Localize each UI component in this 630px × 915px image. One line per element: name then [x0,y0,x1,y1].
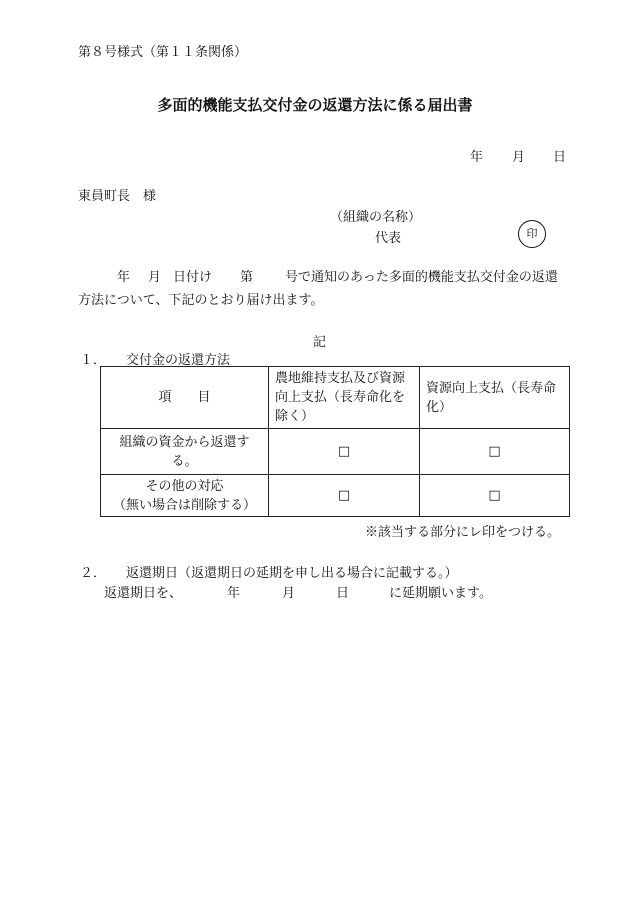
body-line2: 方法について、下記のとおり届け出ます。 [78,293,324,308]
seal-mark: 印 [518,220,546,248]
extension-prefix: 返還期日を、 [104,586,183,601]
table-note: ※該当する部分にレ印をつける。 [364,525,560,540]
section-2-number: ２． [80,566,107,581]
header-item-cell: 項 目 [101,367,269,429]
table-row [101,475,570,517]
organization-name-label: （組織の名称） [330,210,422,225]
section-2-label: 返還期日（返還期日の延期を申し出る場合に記載する。） [126,566,458,581]
form-number: 第８号様式（第１１条関係） [78,45,248,60]
header-column-1: 農地維持支払及び資源向上支払（長寿命化を除く） [269,367,420,429]
table-row [101,429,570,475]
row-label-line2: （無い場合は削除する） [112,497,256,513]
return-method-table [100,366,570,517]
header-column-2: 資源向上支払（長寿命化） [420,367,570,429]
row-label: 組織の資金から返還する。 [101,429,269,475]
extension-suffix: に延期願います。 [389,586,492,601]
date-month-label: 月 [512,150,526,165]
body-dai: 第 [240,270,254,285]
section-1-number: １． [80,353,107,368]
checkbox-icon[interactable]: □ [420,429,570,475]
row-label [101,475,269,517]
section-1-label: 交付金の返還方法 [126,353,231,368]
date-day-label: 日 [553,150,567,165]
body-line1-rest: 号で通知のあった多面的機能支払交付金の返還 [285,270,558,285]
body-year: 年 [117,270,131,285]
document-title: 多面的機能支払交付金の返還方法に係る届出書 [157,96,473,114]
date-year-label: 年 [470,150,484,165]
ki-heading: 記 [313,335,327,350]
extension-year: 年 [227,586,241,601]
checkbox-icon[interactable]: □ [269,429,420,475]
body-month: 月 [148,270,162,285]
extension-month: 月 [282,586,296,601]
checkbox-icon[interactable]: □ [269,475,420,517]
addressee: 東員町長 様 [78,189,157,204]
body-day-suffix: 日付け [173,270,213,285]
extension-day: 日 [336,586,350,601]
table-header-row [101,367,570,429]
representative-label: 代表 [375,231,402,246]
row-label-line1: その他の対応 [145,478,224,494]
checkbox-icon[interactable]: □ [420,475,570,517]
